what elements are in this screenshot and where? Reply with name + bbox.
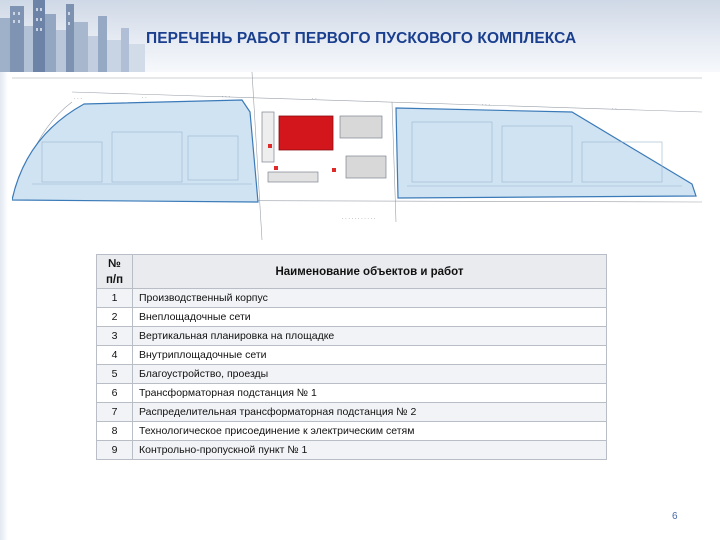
row-name: Распределительная трансформаторная подстанция № 2 [133, 403, 607, 422]
svg-text:· · · · · · · · · · ·: · · · · · · · · · · · [342, 216, 376, 222]
table-row [97, 384, 607, 403]
works-table [96, 254, 607, 460]
row-name: Благоустройство, проезды [133, 365, 607, 384]
row-num: 8 [97, 422, 133, 441]
site-plan-illustration [12, 72, 702, 240]
svg-text:· · ·: · · · [74, 96, 82, 102]
svg-text:· ·: · · [142, 95, 147, 101]
svg-text:· · ·: · · · [482, 102, 490, 108]
row-name: Контрольно-пропускной пункт № 1 [133, 441, 607, 460]
table-row [97, 422, 607, 441]
row-name: Вертикальная планировка на площадке [133, 327, 607, 346]
row-num: 6 [97, 384, 133, 403]
row-num: 2 [97, 308, 133, 327]
header-name: Наименование объектов и работ [133, 255, 607, 289]
row-name: Внеплощадочные сети [133, 308, 607, 327]
row-num: 9 [97, 441, 133, 460]
table-row [97, 308, 607, 327]
table-header-row [97, 255, 607, 289]
right-zone [396, 108, 696, 198]
svg-text:· ·: · · [612, 106, 617, 112]
header-num: № п/п [97, 255, 133, 289]
page-number: 6 [672, 511, 678, 522]
svg-text:· · ·: · · · [222, 94, 230, 100]
table-row [97, 365, 607, 384]
row-name: Производственный корпус [133, 289, 607, 308]
row-num: 4 [97, 346, 133, 365]
svg-text:· ·: · · [312, 96, 317, 102]
header-band [0, 0, 720, 72]
skyline-image [0, 0, 170, 72]
table-row [97, 441, 607, 460]
row-num: 1 [97, 289, 133, 308]
row-name: Трансформаторная подстанция № 1 [133, 384, 607, 403]
row-name: Внутриплощадочные сети [133, 346, 607, 365]
production-building [279, 116, 333, 150]
row-num: 3 [97, 327, 133, 346]
left-zone [12, 100, 258, 202]
row-name: Технологическое присоединение к электрическим сетям [133, 422, 607, 441]
table-row [97, 327, 607, 346]
table-row [97, 289, 607, 308]
table-row [97, 346, 607, 365]
row-num: 5 [97, 365, 133, 384]
row-num: 7 [97, 403, 133, 422]
left-decor-band [0, 72, 8, 540]
table-row [97, 403, 607, 422]
slide-title: ПЕРЕЧЕНЬ РАБОТ ПЕРВОГО ПУСКОВОГО КОМПЛЕКСА [146, 30, 577, 47]
